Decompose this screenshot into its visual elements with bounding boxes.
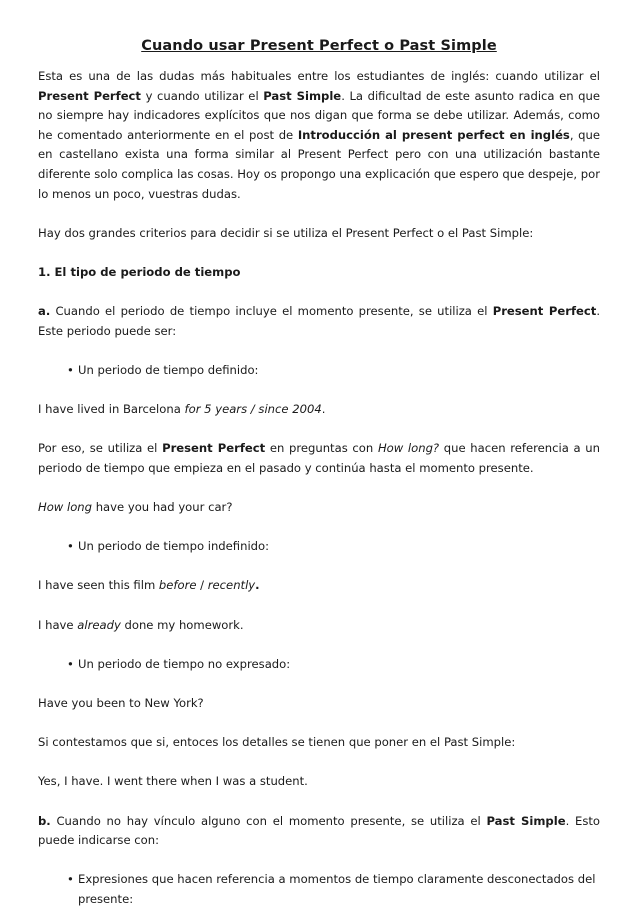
intro-paragraph <box>38 67 600 204</box>
paragraph-text: Por eso, se utiliza el <box>38 441 163 456</box>
example-italic: for 5 years <box>184 402 248 417</box>
paragraph-a-label: a. <box>38 304 51 319</box>
example-italic: recently <box>207 578 256 593</box>
intro-text: Esta es una de las dudas más habituales entre los estudiantes de inglés: cuando utilizar el <box>38 69 600 83</box>
example-sentence: Have you been to New York? <box>38 696 204 710</box>
example-sentence <box>38 576 600 596</box>
paragraph-italic: How long? <box>377 441 440 456</box>
example-sentence: Yes, I have. I went there when I was a student. <box>38 774 308 789</box>
intro-bold-post-title: Introducción al present perfect en inglés <box>297 127 570 142</box>
example-text: have you had your car? <box>92 500 233 515</box>
example-text: . <box>255 578 260 593</box>
bullet-icon: • <box>67 872 74 887</box>
paragraph-a-text: Cuando el periodo de tiempo incluye el momento presente, se utiliza el <box>50 304 493 319</box>
example-sentence <box>38 498 600 518</box>
paragraph-a <box>38 302 600 341</box>
section-heading <box>38 263 600 283</box>
example-text: . <box>321 402 326 417</box>
paragraph-b-text: . Esto puede indicarse con: <box>38 813 601 848</box>
criteria-paragraph: Hay dos grandes criterios para decidir si se utiliza el Present Perfect o el Past Simple: <box>38 225 534 240</box>
list-item <box>38 537 600 557</box>
si-contestamos-paragraph: Si contestamos que si, entoces los detalles se tienen que poner en el Past Simple: <box>38 735 516 750</box>
list-item <box>38 655 600 675</box>
list-item <box>38 361 600 381</box>
paragraph-b-text: Cuando no hay vínculo alguno con el momento presente, se utiliza el <box>50 813 487 828</box>
example-italic: already <box>77 617 121 632</box>
example-text: done my homework. <box>120 617 244 632</box>
example-sentence <box>38 400 600 420</box>
example-text: I have seen this film <box>38 578 159 593</box>
section-heading-text: 1. El tipo de periodo de tiempo <box>38 264 241 279</box>
example-italic: since 2004 <box>258 402 322 417</box>
example-italic: / <box>247 402 259 417</box>
example-text: I have <box>38 617 78 632</box>
paragraph-b-bold: Past Simple <box>486 813 566 828</box>
intro-bold-present-perfect: Present Perfect <box>38 88 141 103</box>
intro-text: y cuando utilizar el <box>140 88 264 103</box>
example-text: / <box>196 578 208 593</box>
example-italic: before <box>158 578 197 593</box>
paragraph-b-label: b. <box>38 813 51 828</box>
intro-text: . La dificultad de este asunto radica en que no siempre hay indicadores explícitos que nos digan que forma se debe utilizar. Además, como he comentado anteriormente en el post de <box>38 88 600 142</box>
paragraph-text: que hacen referencia a un periodo de tiempo que empieza en el pasado y continúa hasta el momento presente. <box>38 441 601 475</box>
example-sentence <box>38 616 600 636</box>
bullet-icon: • <box>67 656 74 671</box>
bullet-icon: • <box>67 539 74 554</box>
paragraph-text: en preguntas con <box>265 441 378 456</box>
page-title: Cuando usar Present Perfect o Past Simple <box>141 38 497 54</box>
paragraph-a-bold: Present Perfect <box>492 304 597 319</box>
paragraph-b <box>38 812 600 851</box>
list-item-text: Expresiones que hacen referencia a momentos de tiempo claramente desconectados del presente: <box>78 872 596 906</box>
list-item-text: Un periodo de tiempo no expresado: <box>78 656 291 671</box>
intro-text: , que en castellano exista una forma similar al Present Perfect pero con una utilización bastante diferente solo complica las cosas. Hoy os propongo una explicación que espero que despeje, por lo menos un poco, vuestras dudas. <box>38 127 600 201</box>
example-italic: How long <box>38 500 93 515</box>
list-item-text: Un periodo de tiempo definido: <box>78 362 259 377</box>
por-eso-paragraph <box>38 439 600 478</box>
list-item-text: Un periodo de tiempo indefinido: <box>78 539 270 554</box>
example-text: I have lived in Barcelona <box>38 402 185 417</box>
list-item <box>38 870 600 909</box>
bullet-icon: • <box>67 362 74 377</box>
intro-bold-past-simple: Past Simple <box>263 88 342 103</box>
paragraph-bold: Present Perfect <box>162 441 266 456</box>
paragraph-a-text: . Este periodo puede ser: <box>38 304 600 338</box>
